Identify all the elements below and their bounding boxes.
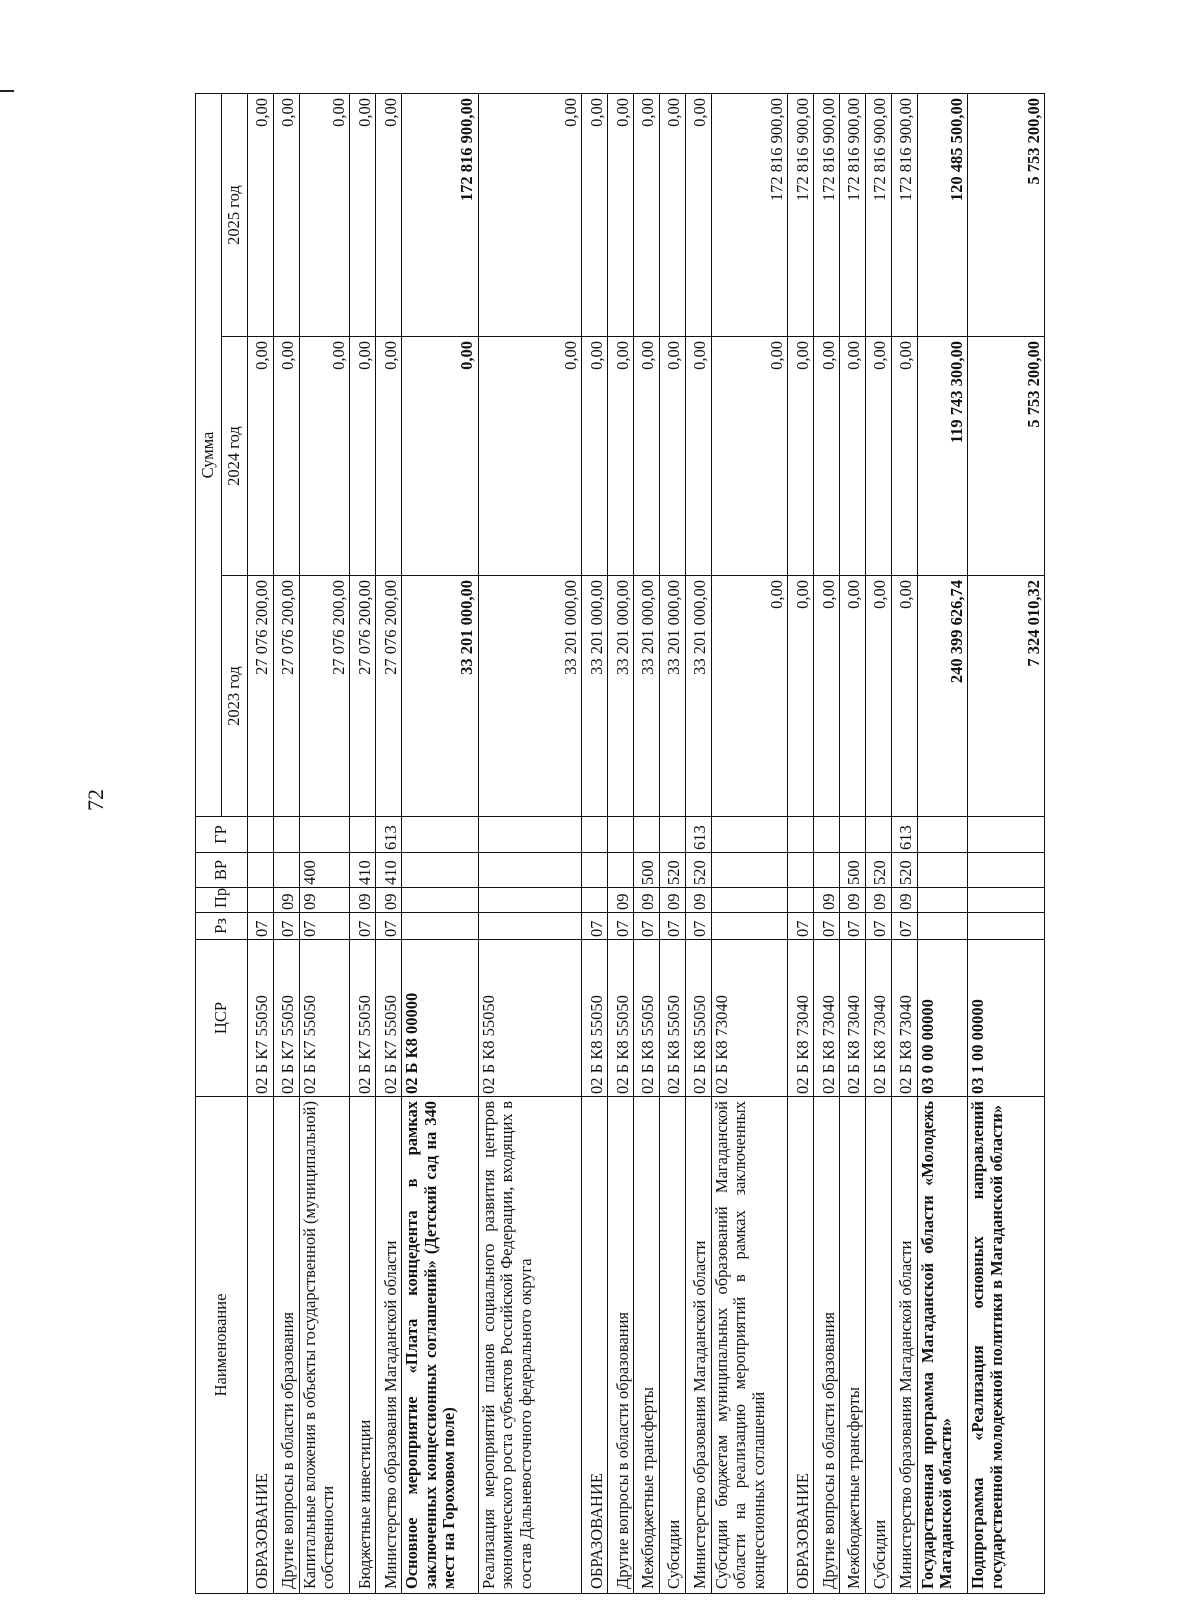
row-sum-2023: 27 076 200,00: [273, 576, 299, 817]
row-csr: 02 Б К7 55050: [273, 940, 299, 1097]
row-rz: 07: [582, 913, 608, 940]
row-pr: [711, 888, 788, 913]
page-number: 72: [83, 789, 108, 811]
row-sum-2023: 0,00: [891, 576, 917, 817]
row-gr: 613: [891, 817, 917, 853]
row-sum-2025: 0,00: [659, 94, 685, 337]
row-vr: [273, 853, 299, 888]
header-year-2023: 2023 год: [222, 576, 248, 817]
row-gr: [865, 817, 891, 853]
row-name: Межбюджетные трансферты: [634, 1097, 660, 1594]
row-name: ОБРАЗОВАНИЕ: [788, 1097, 814, 1594]
header-gr: ГР: [196, 817, 248, 853]
row-name: Подпрограмма «Реализация основных направлений государственной молодежной политики в Магаданской области»: [968, 1097, 1045, 1594]
row-csr: 02 Б К8 55050: [659, 940, 685, 1097]
row-vr: [248, 853, 274, 888]
row-sum-2024: 0,00: [891, 337, 917, 576]
row-gr: [299, 817, 350, 853]
row-sum-2024: 119 743 300,00: [917, 337, 968, 576]
row-rz: [968, 913, 1045, 940]
row-vr: 410: [350, 853, 376, 888]
row-name: Реализация мероприятий планов социального развития центров экономического роста субъектов Российской Федерации, входящих в состав Дальневосточного федерального округа: [478, 1097, 582, 1594]
row-sum-2025: 0,00: [478, 94, 582, 337]
row-gr: [248, 817, 274, 853]
row-csr: 03 0 00 00000: [917, 940, 968, 1097]
row-sum-2025: 0,00: [582, 94, 608, 337]
budget-table: [195, 93, 1045, 1594]
row-name: Бюджетные инвестиции: [350, 1097, 376, 1594]
header-csr: ЦСР: [196, 940, 248, 1097]
row-sum-2024: 0,00: [865, 337, 891, 576]
row-name: Субсидии бюджетам муниципальных образований Магаданской области на реализацию мероприятий в рамках заключенных концессионных соглашений: [711, 1097, 788, 1594]
row-vr: [402, 853, 479, 888]
row-name: Министерство образования Магаданской области: [685, 1097, 711, 1594]
row-rz: 07: [865, 913, 891, 940]
row-vr: [968, 853, 1045, 888]
row-pr: 09: [608, 888, 634, 913]
row-csr: 02 Б К8 55050: [582, 940, 608, 1097]
row-name: Межбюджетные трансферты: [840, 1097, 866, 1594]
header-year-2024: 2024 год: [222, 337, 248, 576]
row-name: Капитальные вложения в объекты государственной (муниципальной) собственности: [299, 1097, 350, 1594]
row-sum-2023: 0,00: [865, 576, 891, 817]
table-row: [865, 94, 891, 1594]
row-sum-2025: 0,00: [273, 94, 299, 337]
row-rz: 07: [299, 913, 350, 940]
row-vr: [582, 853, 608, 888]
row-vr: 500: [634, 853, 660, 888]
table-row: [788, 94, 814, 1594]
row-sum-2023: 33 201 000,00: [634, 576, 660, 817]
table-row: [582, 94, 608, 1594]
table-row: [968, 94, 1045, 1594]
row-sum-2024: 0,00: [711, 337, 788, 576]
row-gr: [582, 817, 608, 853]
row-gr: [814, 817, 840, 853]
row-vr: 400: [299, 853, 350, 888]
scan-edge-mark: [0, 90, 14, 92]
row-sum-2025: 0,00: [634, 94, 660, 337]
row-sum-2025: 172 816 900,00: [402, 94, 479, 337]
row-sum-2025: 0,00: [350, 94, 376, 337]
row-name: Другие вопросы в области образования: [608, 1097, 634, 1594]
row-rz: 07: [814, 913, 840, 940]
row-sum-2025: 0,00: [299, 94, 350, 337]
table-row: [608, 94, 634, 1594]
row-rz: 07: [685, 913, 711, 940]
header-vr: ВР: [196, 853, 248, 888]
row-pr: 09: [350, 888, 376, 913]
row-sum-2024: 0,00: [478, 337, 582, 576]
header-name: Наименование: [196, 1097, 248, 1594]
header-sum: Сумма: [196, 94, 222, 817]
row-sum-2023: 0,00: [788, 576, 814, 817]
row-pr: [248, 888, 274, 913]
row-csr: 02 Б К8 73040: [891, 940, 917, 1097]
row-pr: [478, 888, 582, 913]
row-sum-2023: 240 399 626,74: [917, 576, 968, 817]
row-vr: 520: [685, 853, 711, 888]
row-sum-2023: 33 201 000,00: [402, 576, 479, 817]
row-rz: 07: [840, 913, 866, 940]
table-row: [659, 94, 685, 1594]
row-pr: 09: [891, 888, 917, 913]
row-name: ОБРАЗОВАНИЕ: [582, 1097, 608, 1594]
row-vr: [711, 853, 788, 888]
row-sum-2025: 172 816 900,00: [814, 94, 840, 337]
table-row: [711, 94, 788, 1594]
table-row: [478, 94, 582, 1594]
row-sum-2024: 0,00: [840, 337, 866, 576]
row-sum-2025: 172 816 900,00: [891, 94, 917, 337]
row-gr: [840, 817, 866, 853]
row-gr: [608, 817, 634, 853]
table-row: [273, 94, 299, 1594]
row-csr: 02 Б К8 00000: [402, 940, 479, 1097]
row-rz: 07: [659, 913, 685, 940]
row-csr: 02 Б К8 73040: [788, 940, 814, 1097]
row-csr: 02 Б К8 73040: [711, 940, 788, 1097]
row-vr: [788, 853, 814, 888]
row-sum-2025: 5 753 200,00: [968, 94, 1045, 337]
table-row: [248, 94, 274, 1594]
row-sum-2025: 0,00: [376, 94, 402, 337]
row-rz: 07: [634, 913, 660, 940]
row-rz: 07: [788, 913, 814, 940]
row-gr: [350, 817, 376, 853]
row-csr: 02 Б К8 73040: [814, 940, 840, 1097]
row-pr: 09: [634, 888, 660, 913]
row-gr: [402, 817, 479, 853]
row-sum-2024: 0,00: [376, 337, 402, 576]
row-sum-2023: 33 201 000,00: [582, 576, 608, 817]
table-row: [376, 94, 402, 1594]
row-pr: [582, 888, 608, 913]
row-name: ОБРАЗОВАНИЕ: [248, 1097, 274, 1594]
row-csr: 03 1 00 00000: [968, 940, 1045, 1097]
row-vr: 520: [659, 853, 685, 888]
row-rz: 07: [891, 913, 917, 940]
row-gr: [273, 817, 299, 853]
row-name: Субсидии: [659, 1097, 685, 1594]
row-pr: [788, 888, 814, 913]
row-csr: 02 Б К7 55050: [248, 940, 274, 1097]
row-csr: 02 Б К8 55050: [608, 940, 634, 1097]
table-row: [350, 94, 376, 1594]
table-row: [917, 94, 968, 1594]
row-rz: 07: [350, 913, 376, 940]
table-row: [685, 94, 711, 1594]
row-sum-2023: 27 076 200,00: [248, 576, 274, 817]
row-pr: 09: [685, 888, 711, 913]
row-name: Основное мероприятие «Плата концедента в рамках заключенных концессионных соглашений» (Детский сад на 340 мест на Гороховом поле): [402, 1097, 479, 1594]
row-gr: [917, 817, 968, 853]
row-rz: 07: [608, 913, 634, 940]
header-pr: Пр: [196, 888, 248, 913]
row-sum-2025: 172 816 900,00: [840, 94, 866, 337]
row-rz: [711, 913, 788, 940]
row-gr: [711, 817, 788, 853]
row-sum-2025: 0,00: [685, 94, 711, 337]
header-row-top: [196, 94, 222, 1594]
row-sum-2025: 172 816 900,00: [711, 94, 788, 337]
row-sum-2023: 27 076 200,00: [376, 576, 402, 817]
row-sum-2024: 0,00: [608, 337, 634, 576]
row-vr: 520: [865, 853, 891, 888]
row-vr: [478, 853, 582, 888]
table-row: [402, 94, 479, 1594]
row-sum-2025: 120 485 500,00: [917, 94, 968, 337]
row-sum-2023: 33 201 000,00: [608, 576, 634, 817]
row-sum-2025: 172 816 900,00: [788, 94, 814, 337]
header-year-2025: 2025 год: [222, 94, 248, 337]
row-csr: 02 Б К8 55050: [634, 940, 660, 1097]
table-row: [299, 94, 350, 1594]
row-pr: 09: [376, 888, 402, 913]
row-gr: [788, 817, 814, 853]
row-sum-2025: 0,00: [608, 94, 634, 337]
row-sum-2024: 5 753 200,00: [968, 337, 1045, 576]
row-sum-2023: 33 201 000,00: [659, 576, 685, 817]
row-sum-2023: 0,00: [711, 576, 788, 817]
row-gr: [968, 817, 1045, 853]
row-vr: 500: [840, 853, 866, 888]
row-rz: [478, 913, 582, 940]
table-row: [840, 94, 866, 1594]
row-pr: 09: [814, 888, 840, 913]
row-rz: [917, 913, 968, 940]
row-name: Министерство образования Магаданской области: [891, 1097, 917, 1594]
row-vr: [608, 853, 634, 888]
row-csr: 02 Б К8 55050: [478, 940, 582, 1097]
row-sum-2025: 172 816 900,00: [865, 94, 891, 337]
row-name: Государственная программа Магаданской области «Молодежь Магаданской области»: [917, 1097, 968, 1594]
row-csr: 02 Б К8 55050: [685, 940, 711, 1097]
table-row: [634, 94, 660, 1594]
row-gr: [659, 817, 685, 853]
row-csr: 02 Б К7 55050: [350, 940, 376, 1097]
row-csr: 02 Б К8 73040: [840, 940, 866, 1097]
row-csr: 02 Б К8 73040: [865, 940, 891, 1097]
row-rz: 07: [248, 913, 274, 940]
row-pr: 09: [865, 888, 891, 913]
budget-table-container: [195, 94, 1045, 1594]
table-row: [814, 94, 840, 1594]
row-vr: [917, 853, 968, 888]
table-row: [891, 94, 917, 1594]
row-sum-2024: 0,00: [273, 337, 299, 576]
row-sum-2024: 0,00: [788, 337, 814, 576]
row-sum-2024: 0,00: [402, 337, 479, 576]
row-pr: 09: [299, 888, 350, 913]
row-rz: 07: [273, 913, 299, 940]
row-sum-2024: 0,00: [685, 337, 711, 576]
row-name: Субсидии: [865, 1097, 891, 1594]
row-csr: 02 Б К7 55050: [299, 940, 350, 1097]
row-pr: [917, 888, 968, 913]
row-sum-2023: 27 076 200,00: [350, 576, 376, 817]
row-sum-2024: 0,00: [299, 337, 350, 576]
row-pr: 09: [273, 888, 299, 913]
row-vr: 410: [376, 853, 402, 888]
row-gr: [478, 817, 582, 853]
header-rz: Рз: [196, 913, 248, 940]
row-sum-2023: 7 324 010,32: [968, 576, 1045, 817]
row-sum-2024: 0,00: [634, 337, 660, 576]
row-name: Министерство образования Магаданской области: [376, 1097, 402, 1594]
row-sum-2023: 33 201 000,00: [685, 576, 711, 817]
row-rz: 07: [376, 913, 402, 940]
row-sum-2024: 0,00: [248, 337, 274, 576]
row-rz: [402, 913, 479, 940]
row-gr: [634, 817, 660, 853]
row-csr: 02 Б К7 55050: [376, 940, 402, 1097]
row-sum-2024: 0,00: [814, 337, 840, 576]
row-pr: [402, 888, 479, 913]
row-sum-2024: 0,00: [582, 337, 608, 576]
row-sum-2024: 0,00: [659, 337, 685, 576]
row-sum-2025: 0,00: [248, 94, 274, 337]
row-pr: [968, 888, 1045, 913]
row-sum-2023: 0,00: [814, 576, 840, 817]
row-sum-2023: 27 076 200,00: [299, 576, 350, 817]
row-pr: 09: [659, 888, 685, 913]
row-pr: 09: [840, 888, 866, 913]
row-name: Другие вопросы в области образования: [273, 1097, 299, 1594]
row-sum-2024: 0,00: [350, 337, 376, 576]
row-gr: 613: [376, 817, 402, 853]
row-vr: [814, 853, 840, 888]
row-gr: 613: [685, 817, 711, 853]
row-sum-2023: 0,00: [840, 576, 866, 817]
row-vr: 520: [891, 853, 917, 888]
row-name: Другие вопросы в области образования: [814, 1097, 840, 1594]
row-sum-2023: 33 201 000,00: [478, 576, 582, 817]
